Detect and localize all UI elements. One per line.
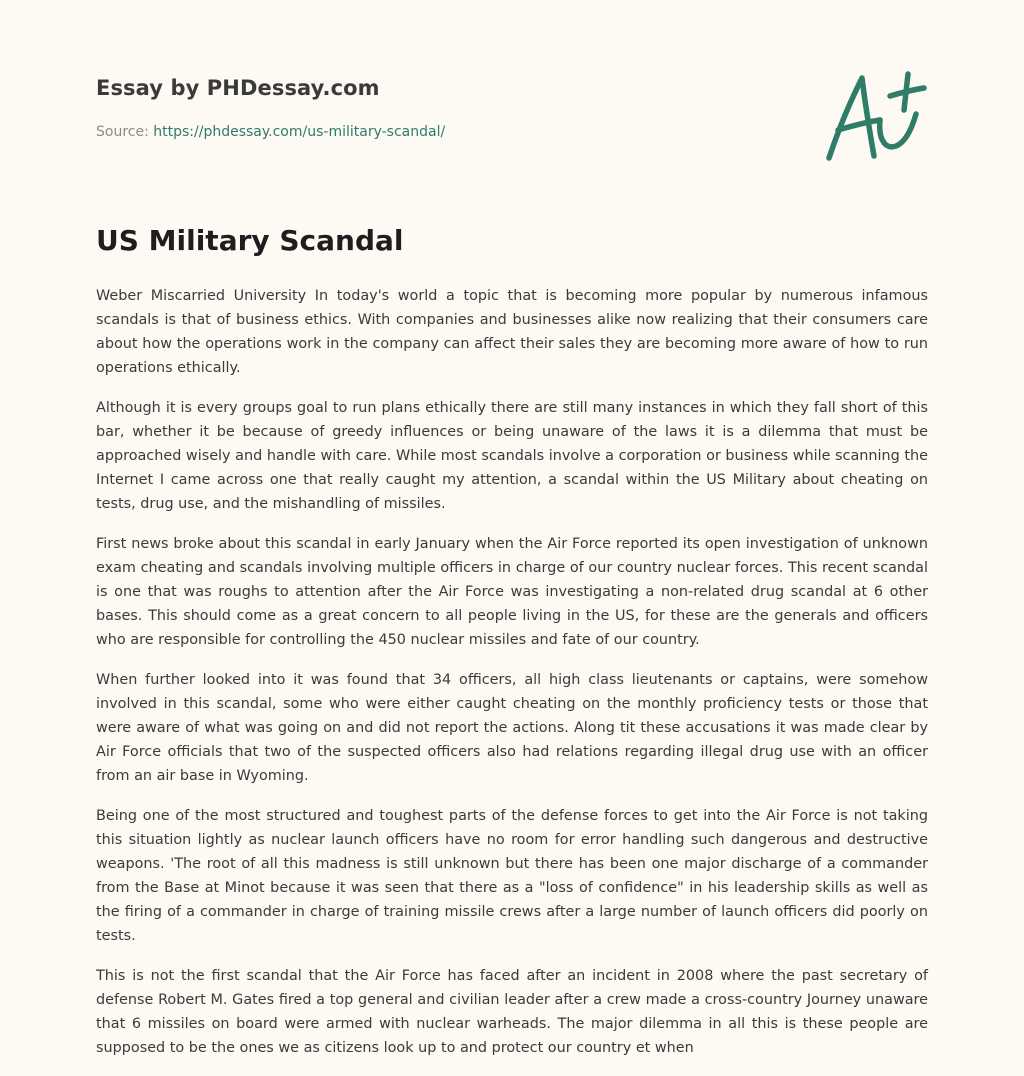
site-brand: Essay by PHDessay.com <box>96 76 380 100</box>
essay-body <box>96 284 928 1076</box>
a-plus-grade-icon <box>818 66 930 166</box>
essay-paragraph: This is not the first scandal that the Air Force has faced after an incident in 2008 where the past secretary of defense Robert M. Gates fired a top general and civilian leader after a crew made a cross-country Journey unaware that 6 missiles on board were armed with nuclear warheads. The major dilemma in all this is these people are supposed to be the ones we as citizens look up to and protect our country et when <box>96 968 928 1056</box>
source-link[interactable]: https://phdessay.com/us-military-scandal/ <box>153 124 446 140</box>
essay-title: US Military Scandal <box>96 224 404 257</box>
essay-paragraph: First news broke about this scandal in early January when the Air Force reported its open investigation of unknown exam cheating and scandals involving multiple officers in charge of our country nuclear forces. This recent scandal is one that was roughs to attention after the Air Force was investigating a non-related drug scandal at 6 other bases. This should come as a great concern to all people living in the US, for these are the generals and officers who are responsible for controlling the 450 nuclear missiles and fate of our country. <box>96 536 928 648</box>
essay-paragraph: When further looked into it was found that 34 officers, all high class lieutenants or captains, were somehow involved in this scandal, some who were either caught cheating on the monthly proficiency tests or those that were aware of what was going on and did not report the actions. Along tit these accusations it was made clear by Air Force officials that two of the suspected officers also had relations regarding illegal drug use with an officer from an air base in Wyoming. <box>96 672 928 784</box>
essay-paragraph: Being one of the most structured and toughest parts of the defense forces to get into the Air Force is not taking this situation lightly as nuclear launch officers have no room for error handling such dangerous and destructive weapons. 'The root of all this madness is still unknown but there has been one major discharge of a commander from the Base at Minot because it was seen that there as a "loss of confidence" in his leadership skills as well as the firing of a commander in charge of training missile crews after a large number of launch officers did poorly on tests. <box>96 808 928 944</box>
essay-paragraph: Weber Miscarried University In today's world a topic that is becoming more popular by numerous infamous scandals is that of business ethics. With companies and businesses alike now realizing that their consumers care about how the operations work in the company can affect their sales they are becoming more aware of how to run operations ethically. <box>96 288 928 376</box>
source-line <box>96 124 445 140</box>
source-label: Source: <box>96 124 154 140</box>
essay-paragraph: Although it is every groups goal to run plans ethically there are still many instances in which they fall short of this bar, whether it be because of greedy influences or being unaware of the laws it is a dilemma that must be approached wisely and handle with care. While most scandals involve a corporation or business while scanning the Internet I came across one that really caught my attention, a scandal within the US Military about cheating on tests, drug use, and the mishandling of missiles. <box>96 400 928 512</box>
